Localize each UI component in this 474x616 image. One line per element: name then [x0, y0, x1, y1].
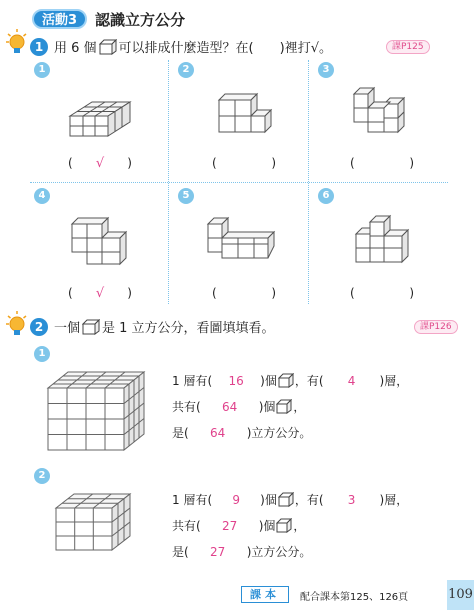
fill-line-1-2 [172, 398, 305, 415]
fill-text: )個 [260, 374, 277, 388]
paren-close: ) [127, 156, 132, 170]
unit-cube-icon [276, 399, 292, 414]
cube-shape-4 [68, 214, 132, 268]
question-2-text [54, 317, 275, 336]
unit-cube-icon [278, 373, 294, 388]
question-1-text [54, 37, 332, 56]
grid-divider [30, 182, 448, 183]
unit-cube-icon [82, 319, 100, 335]
answer-mark-4: √ [95, 286, 105, 301]
question-1-text-before: 用 6 個 [54, 41, 97, 56]
part-badge-2: 2 [34, 468, 50, 484]
paren-close: ) [409, 286, 414, 300]
cube-shape-3 [350, 86, 412, 142]
cube-shape-5 [204, 216, 282, 270]
answer-per-layer[interactable]: 9 [232, 492, 240, 507]
question-1-number: 1 [30, 38, 48, 56]
answer-layers[interactable]: 4 [347, 373, 356, 388]
answer-layers[interactable]: 3 [347, 492, 356, 507]
fill-text: 共有( [172, 519, 201, 533]
fill-line-2-1 [172, 491, 408, 508]
shape-options-grid [30, 56, 448, 308]
paren-close: ) [271, 156, 276, 170]
cube-shape-6 [352, 214, 414, 270]
fill-text: ，有( [294, 493, 324, 507]
question-2-number: 2 [30, 318, 48, 336]
page-number: 109 [447, 580, 474, 610]
textbook-pages-note: 配合課本第125、126頁 [300, 592, 409, 603]
fill-text: 共有( [172, 400, 201, 414]
cube-block-4x4x4 [44, 368, 150, 454]
lightbulb-icon [6, 28, 28, 56]
answer-paren-1[interactable] [68, 156, 132, 171]
textbook-ref-tag: 課P125 [386, 40, 430, 54]
answer-paren-6[interactable] [350, 286, 414, 300]
fill-line-2-3 [172, 543, 311, 560]
answer-paren-3[interactable] [350, 156, 414, 170]
unit-cube-icon [278, 492, 294, 507]
fill-text: )立方公分。 [246, 426, 312, 440]
paren-open: ( [212, 286, 217, 300]
fill-line-1-1 [172, 372, 408, 389]
textbook-ref-tag: 課P126 [414, 320, 458, 334]
fill-text: )個 [258, 519, 276, 533]
question-2-text-after: 是 1 立方公分，看圖填填看。 [102, 321, 275, 336]
paren-close: ) [127, 286, 132, 300]
answer-per-layer[interactable]: 16 [228, 373, 244, 388]
question-2-text-before: 一個 [54, 321, 81, 336]
fill-line-1-3 [172, 424, 311, 441]
option-badge-4: 4 [34, 188, 50, 204]
fill-line-2-2 [172, 517, 305, 534]
option-badge-2: 2 [178, 62, 194, 78]
answer-cubic-cm[interactable]: 64 [210, 425, 226, 440]
fill-text: )個 [258, 400, 276, 414]
textbook-label: 課本 [241, 586, 289, 603]
activity-badge: 活動3 [32, 9, 87, 29]
fill-text: 是( [172, 545, 189, 559]
fill-text: 1 層有( [172, 493, 213, 507]
option-badge-3: 3 [318, 62, 334, 78]
answer-total[interactable]: 27 [222, 518, 238, 533]
cube-shape-2 [215, 90, 275, 142]
option-badge-5: 5 [178, 188, 194, 204]
fill-text: )層， [379, 374, 409, 388]
fill-text: ， [293, 519, 306, 533]
cube-block-3x3x3 [52, 490, 134, 554]
paren-open: ( [68, 286, 73, 300]
fill-text: 是( [172, 426, 189, 440]
unit-cube-icon [276, 518, 292, 533]
fill-text: 1 層有( [172, 374, 213, 388]
question-1-text-after: 可以排成什麼造型？在( )裡打√。 [118, 41, 332, 56]
option-badge-1: 1 [34, 62, 50, 78]
page-title: 認識立方公分 [95, 10, 186, 29]
part-badge-1: 1 [34, 346, 50, 362]
answer-paren-2[interactable] [212, 156, 276, 170]
paren-open: ( [68, 156, 73, 170]
answer-paren-5[interactable] [212, 286, 276, 300]
paren-open: ( [350, 156, 355, 170]
option-badge-6: 6 [318, 188, 334, 204]
answer-mark-1: √ [95, 156, 105, 171]
fill-text: ， [293, 400, 306, 414]
answer-paren-4[interactable] [68, 286, 132, 301]
activity-header [32, 8, 185, 30]
paren-close: ) [271, 286, 276, 300]
unit-cube-icon [99, 39, 117, 55]
cube-shape-1 [66, 96, 136, 142]
answer-total[interactable]: 64 [222, 399, 238, 414]
paren-close: ) [409, 156, 414, 170]
fill-text: )個 [260, 493, 277, 507]
fill-text: )層， [379, 493, 409, 507]
fill-text: )立方公分。 [246, 545, 312, 559]
paren-open: ( [350, 286, 355, 300]
lightbulb-icon [6, 310, 28, 338]
answer-cubic-cm[interactable]: 27 [210, 544, 226, 559]
paren-open: ( [212, 156, 217, 170]
fill-text: ，有( [294, 374, 324, 388]
